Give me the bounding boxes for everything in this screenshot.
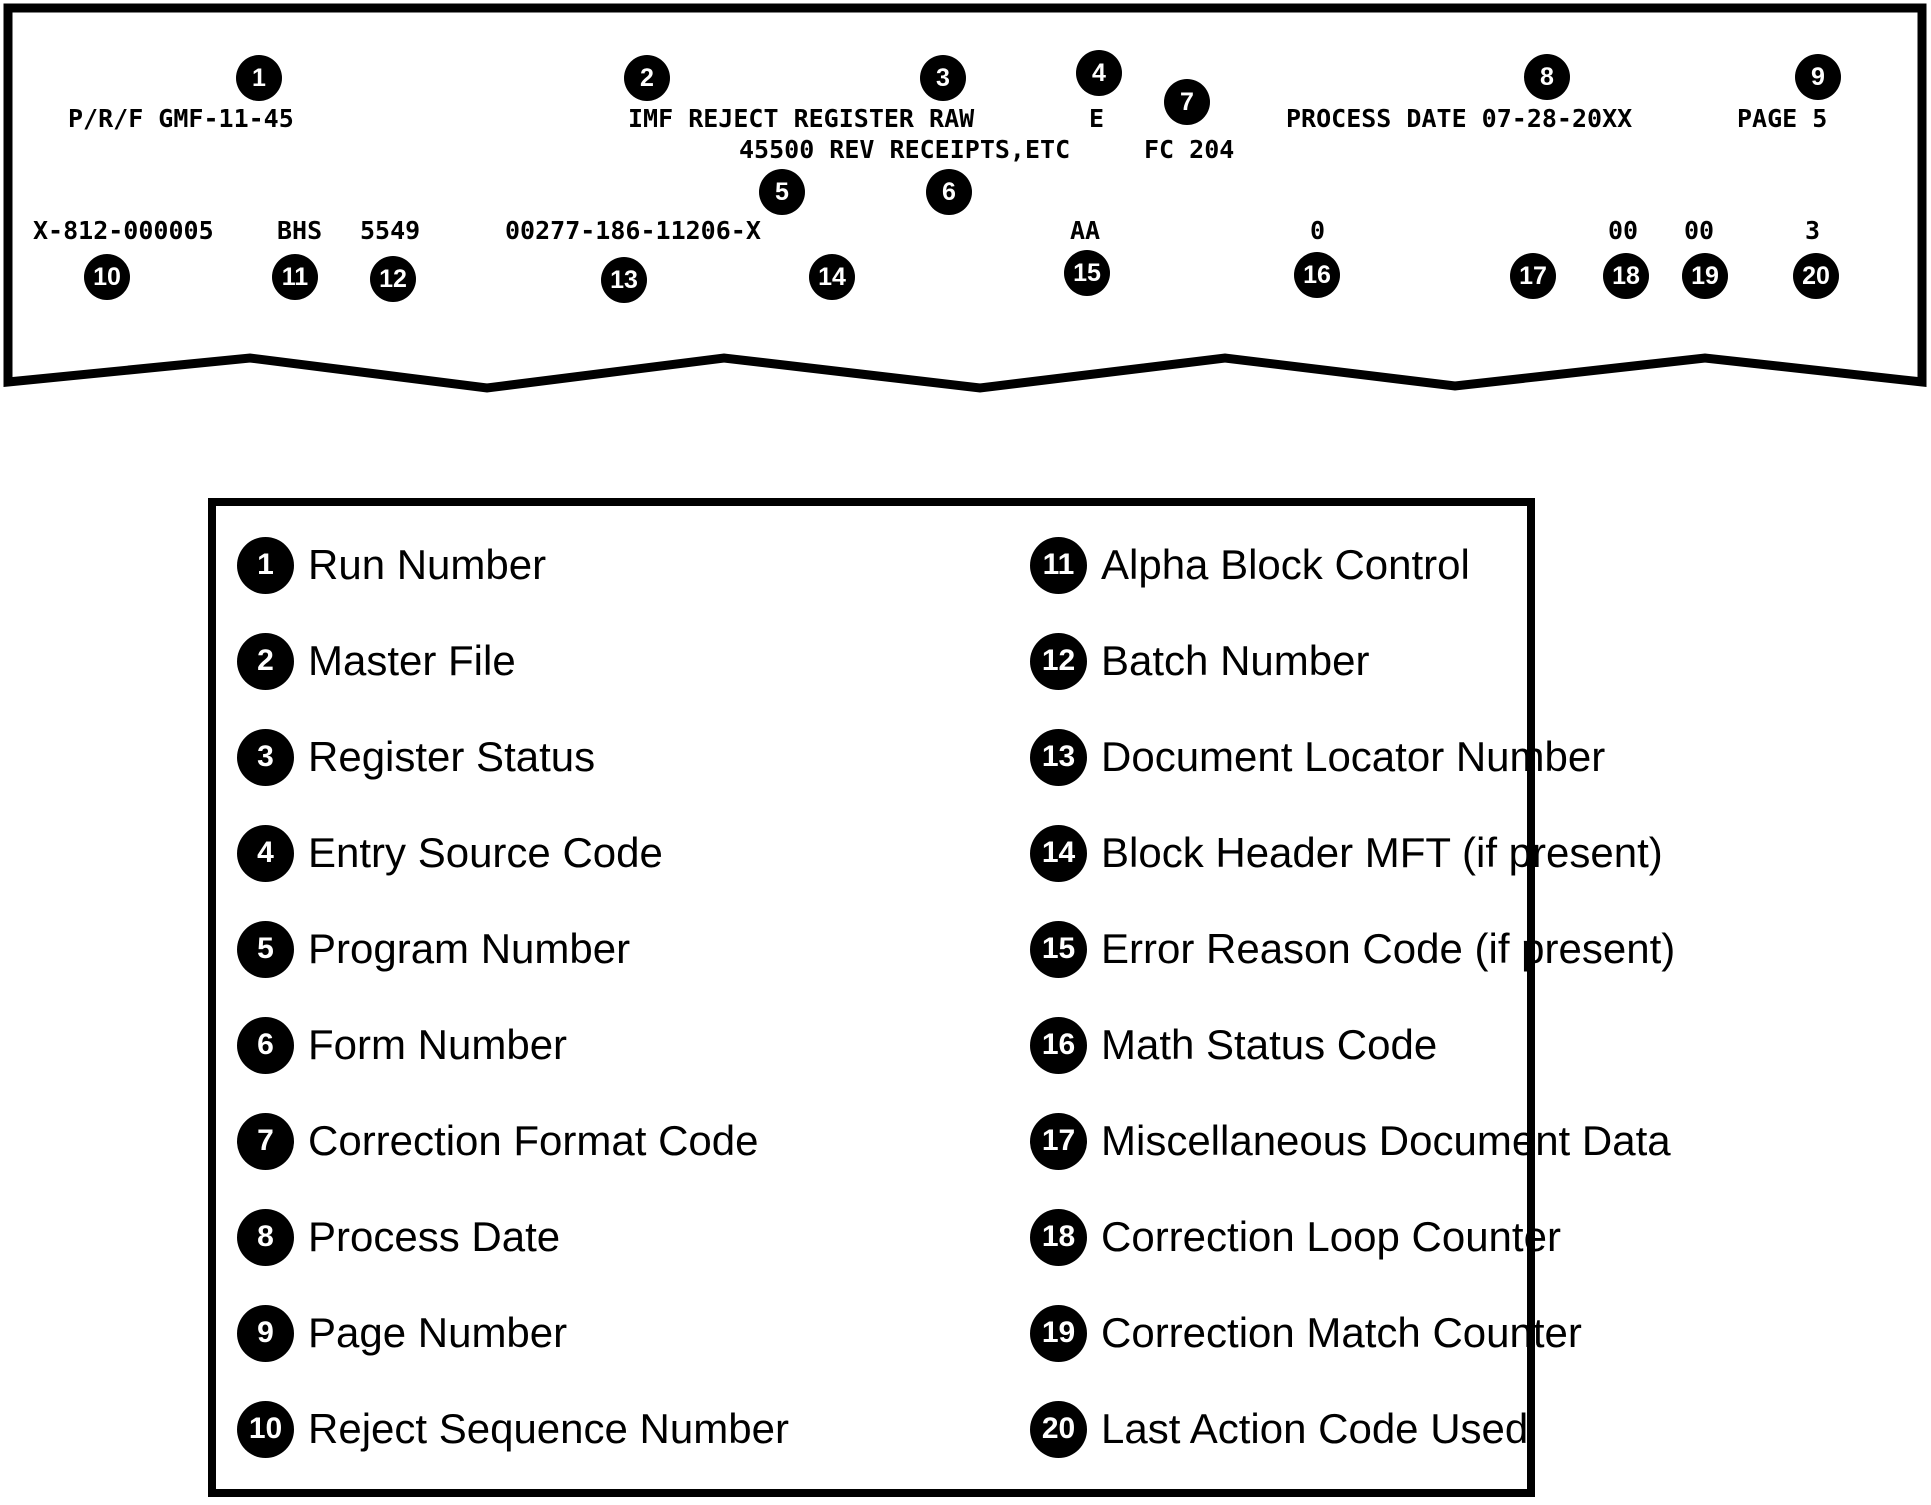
legend-item-10 (237, 1381, 789, 1477)
legend-item-2 (237, 613, 789, 709)
legend-callout-8-icon: 8 (237, 1209, 294, 1266)
legend-item-11 (1030, 517, 1675, 613)
legend-column-left (237, 517, 789, 1477)
entry-source-text: E (1089, 104, 1105, 133)
match-counter-text: 00 (1684, 216, 1715, 245)
legend-item-14 (1030, 805, 1675, 901)
legend-label-12: Batch Number (1101, 637, 1370, 684)
legend-callout-15-icon: 15 (1030, 921, 1087, 978)
legend-label-16: Math Status Code (1101, 1021, 1438, 1068)
legend-callout-5-icon: 5 (237, 921, 294, 978)
alpha-block-text: BHS (277, 216, 323, 245)
legend-callout-20-icon: 20 (1030, 1401, 1087, 1458)
legend-callout-19-icon: 19 (1030, 1305, 1087, 1362)
legend-item-12 (1030, 613, 1675, 709)
callout-10: 10 (84, 254, 130, 300)
legend-label-18: Correction Loop Counter (1101, 1213, 1561, 1260)
format-code-text: FC 204 (1144, 135, 1235, 164)
legend-callout-3-icon: 3 (237, 729, 294, 786)
callout-3: 3 (920, 55, 966, 101)
process-date-text: PROCESS DATE 07-28-20XX (1286, 104, 1633, 133)
last-action-text: 3 (1805, 216, 1821, 245)
dln-text: 00277-186-11206-X (505, 216, 761, 245)
legend-label-6: Form Number (308, 1021, 568, 1068)
legend-label-7: Correction Format Code (308, 1117, 759, 1164)
legend-item-13 (1030, 709, 1675, 805)
legend-callout-17-icon: 17 (1030, 1113, 1087, 1170)
callout-7: 7 (1164, 79, 1210, 125)
callout-2: 2 (624, 55, 670, 101)
legend-item-18 (1030, 1189, 1675, 1285)
legend-label-14: Block Header MFT (if present) (1101, 829, 1663, 876)
legend-callout-12-icon: 12 (1030, 633, 1087, 690)
legend-callout-9-icon: 9 (237, 1305, 294, 1362)
legend-callout-16-icon: 16 (1030, 1017, 1087, 1074)
legend-callout-7-icon: 7 (237, 1113, 294, 1170)
legend-item-7 (237, 1093, 789, 1189)
callout-14: 14 (809, 254, 855, 300)
legend-label-10: Reject Sequence Number (308, 1405, 789, 1452)
callout-4: 4 (1076, 50, 1122, 96)
legend-label-5: Program Number (308, 925, 631, 972)
legend-label-17: Miscellaneous Document Data (1101, 1117, 1671, 1164)
legend-panel (208, 498, 1676, 1497)
callout-20: 20 (1793, 253, 1839, 299)
legend-item-9 (237, 1285, 789, 1381)
callout-17: 17 (1510, 253, 1556, 299)
legend-item-3 (237, 709, 789, 805)
register-title-text: IMF REJECT REGISTER RAW (628, 104, 975, 133)
legend-label-1: Run Number (308, 541, 547, 588)
legend-item-5 (237, 901, 789, 997)
legend-label-13: Document Locator Number (1101, 733, 1606, 780)
reject-sequence-text: X-812-000005 (33, 216, 214, 245)
callout-6: 6 (926, 169, 972, 215)
legend-label-2: Master File (308, 637, 516, 684)
legend-callout-10-icon: 10 (237, 1401, 294, 1458)
legend-callout-11-icon: 11 (1030, 537, 1087, 594)
legend-label-3: Register Status (308, 733, 596, 780)
math-status-text: 0 (1310, 216, 1326, 245)
legend-callout-14-icon: 14 (1030, 825, 1087, 882)
legend-label-20: Last Action Code Used (1101, 1405, 1529, 1452)
legend-label-4: Entry Source Code (308, 829, 663, 876)
legend-item-15 (1030, 901, 1675, 997)
legend-callout-18-icon: 18 (1030, 1209, 1087, 1266)
callout-11: 11 (272, 254, 318, 300)
legend-item-1 (237, 517, 789, 613)
legend-item-16 (1030, 997, 1675, 1093)
legend-item-20 (1030, 1381, 1675, 1477)
callout-12: 12 (370, 256, 416, 302)
legend-callout-13-icon: 13 (1030, 729, 1087, 786)
page-number-text: PAGE 5 (1737, 104, 1828, 133)
callout-18: 18 (1603, 253, 1649, 299)
callout-16: 16 (1294, 252, 1340, 298)
batch-number-text: 5549 (360, 216, 421, 245)
callout-15: 15 (1064, 250, 1110, 296)
legend-label-9: Page Number (308, 1309, 568, 1356)
callout-1: 1 (236, 55, 282, 101)
legend-item-4 (237, 805, 789, 901)
callout-5: 5 (759, 169, 805, 215)
error-reason-text: AA (1070, 216, 1101, 245)
legend-item-19 (1030, 1285, 1675, 1381)
callout-19: 19 (1682, 253, 1728, 299)
legend-callout-2-icon: 2 (237, 633, 294, 690)
callout-9: 9 (1795, 54, 1841, 100)
legend-callout-6-icon: 6 (237, 1017, 294, 1074)
callout-8: 8 (1524, 54, 1570, 100)
legend-label-19: Correction Match Counter (1101, 1309, 1582, 1356)
legend-label-11: Alpha Block Control (1101, 541, 1470, 588)
legend-label-8: Process Date (308, 1213, 561, 1260)
callout-13: 13 (601, 257, 647, 303)
legend-callout-1-icon: 1 (237, 537, 294, 594)
legend-label-15: Error Reason Code (if present) (1101, 925, 1676, 972)
loop-counter-text: 00 (1608, 216, 1639, 245)
prf-run-number-text: P/R/F GMF-11-45 (68, 104, 294, 133)
program-number-text: 45500 REV RECEIPTS,ETC (739, 135, 1071, 164)
legend-item-6 (237, 997, 789, 1093)
legend-item-8 (237, 1189, 789, 1285)
legend-callout-4-icon: 4 (237, 825, 294, 882)
legend-item-17 (1030, 1093, 1675, 1189)
legend-column-right (1030, 517, 1675, 1477)
